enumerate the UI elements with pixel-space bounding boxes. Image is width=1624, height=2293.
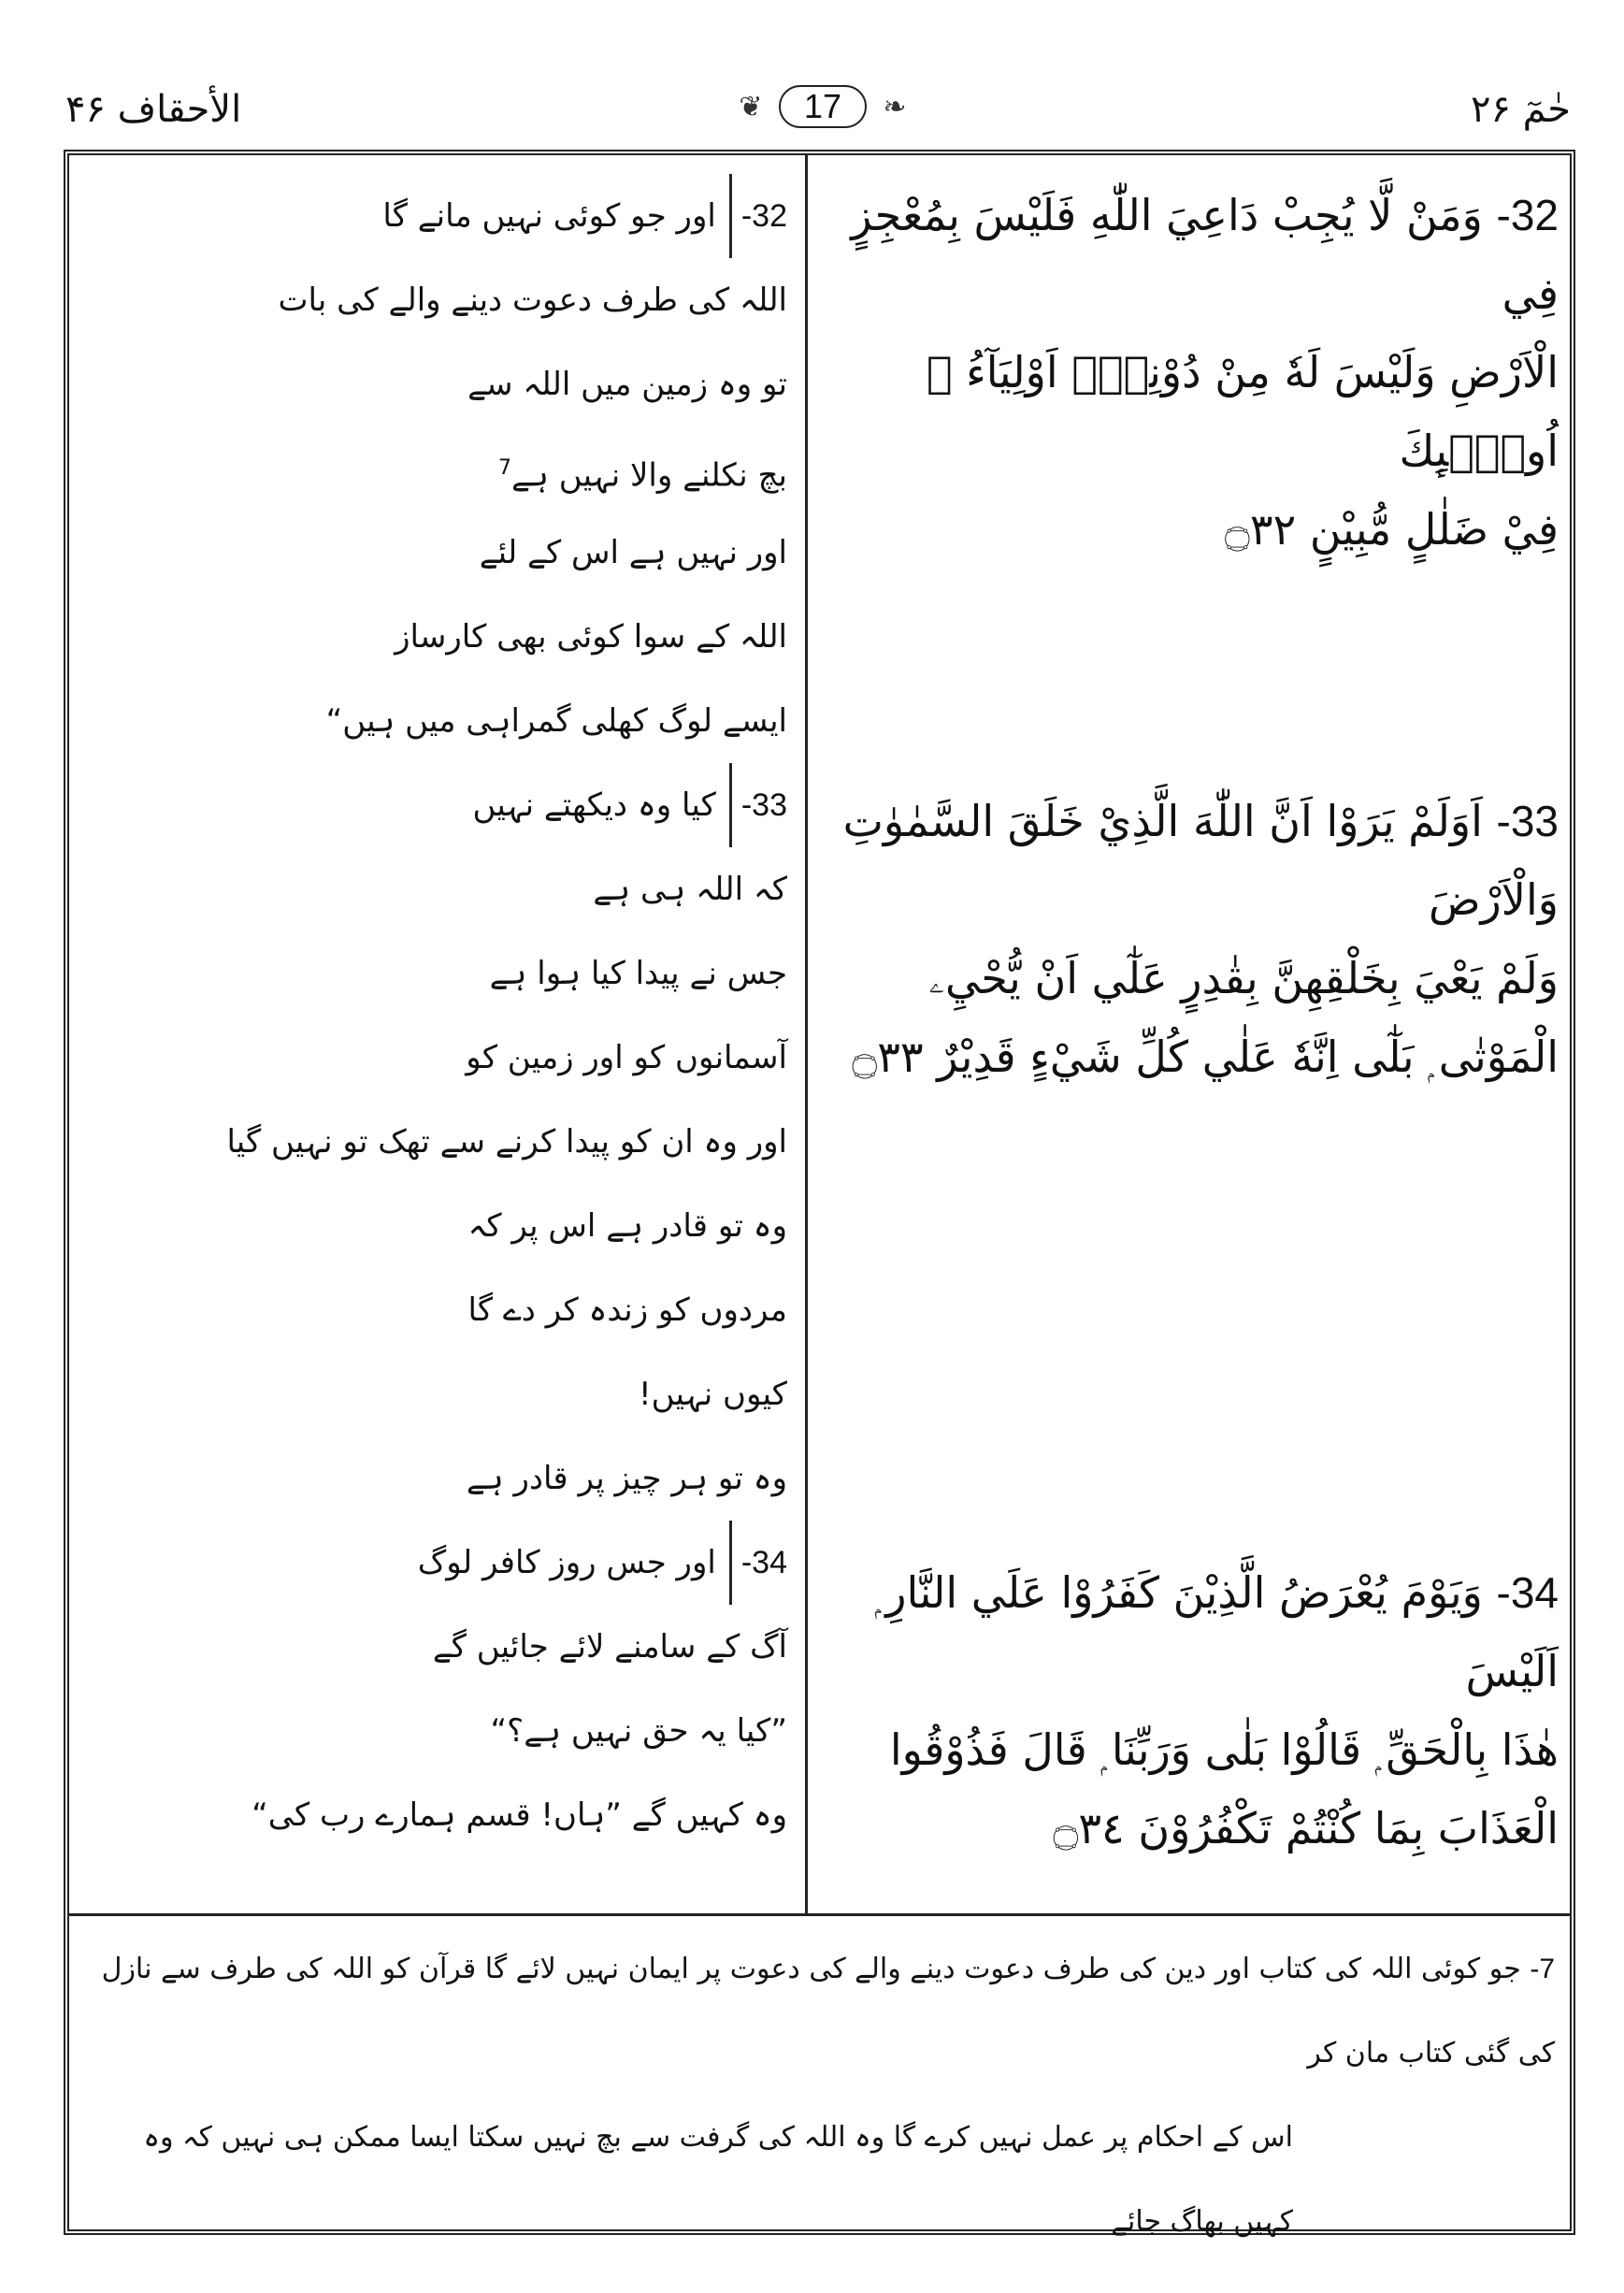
arabic-line: الْمَوْتٰى ۭ بَلٰٓى اِنَّهٗ عَلٰي كُلِّ شَيْءٍ قَدِيْرٌ ۝٣٣ (852, 1031, 1559, 1082)
juz-title: حٰمٓ ۲۶ (1470, 88, 1571, 131)
footnote (84, 1927, 1555, 2264)
arabic-line: 34- وَيَوْمَ يُعْرَضُ الَّذِيْنَ كَفَرُوْا عَلَي النَّارِ ۭ اَلَيْسَ (874, 1567, 1559, 1696)
footnote-number: 7- (1530, 1954, 1555, 1984)
page-number-ornament (711, 82, 935, 131)
urdu-translation-column (69, 174, 798, 1857)
arabic-line: وَلَمْ يَعْيَ بِخَلْقِهِنَّ بِقٰدِرٍ عَلٰٓي اَنْ يُّحْيِۦ (928, 953, 1559, 1003)
surah-title: الأحقاف ۴۶ (65, 88, 242, 131)
urdu-line: کہ اللہ ہی ہے (593, 871, 787, 908)
urdu-line: تو وہ زمین میں اللہ سے (467, 366, 787, 403)
urdu-line: آگ کے سامنے لائے جائیں گے (432, 1628, 787, 1666)
urdu-line: وہ کہیں گے ”ہاں! قسم ہمارے رب کی“ (252, 1796, 787, 1834)
urdu-line: اور وہ ان کو پیدا کرنے سے تھک تو نہیں گیا (226, 1123, 787, 1161)
urdu-line: بچ نکلنے والا نہیں ہے$^7$ (498, 456, 787, 495)
page-header (56, 80, 1571, 137)
footnote-separator (69, 1913, 1570, 1916)
urdu-line: ”کیا یہ حق نہیں ہے؟“ (490, 1712, 787, 1750)
arabic-line: هٰذَا بِالْحَقِّ ۭ قَالُوْا بَلٰى وَرَبِّنَا ۭ قَالَ فَذُوْقُوا (889, 1724, 1559, 1775)
urdu-line: کیوں نہیں! (639, 1376, 787, 1413)
urdu-line: 32-اور جو کوئی نہیں مانے گا (69, 174, 798, 258)
urdu-line: 33-کیا وہ دیکھتے نہیں (69, 763, 798, 847)
urdu-line: اللہ کے سوا کوئی بھی کارساز (395, 618, 787, 656)
footnote-line: اس کے احکام پر عمل نہیں کرے گا وہ اللہ کی گرفت سے بچ نہیں سکتا ایسا ممکن ہی نہیں کہ وہ کہیں بھاگ جائے (143, 2121, 1293, 2238)
arabic-line: 32- وَمَنْ لَّا يُجِبْ دَاعِيَ اللّٰهِ فَلَيْسَ بِمُعْجِزٍ فِي (851, 190, 1559, 319)
urdu-line: وہ تو قادر ہے اس پر کہ (467, 1207, 787, 1245)
urdu-line: 34-اور جس روز کافر لوگ (69, 1521, 798, 1605)
flourish-right-icon: ❧ (883, 90, 907, 123)
verse-34-arabic (811, 1553, 1559, 1868)
verse-number: 33- (1496, 797, 1559, 845)
footnote-marker: 7 (498, 456, 512, 480)
urdu-line: ایسے لوگ کھلی گمراہی میں ہیں“ (325, 702, 787, 740)
urdu-line: مردوں کو زندہ کر دے گا (467, 1291, 787, 1329)
verse-33-arabic (811, 782, 1559, 1096)
flourish-left-icon: ❦ (739, 90, 763, 123)
arabic-line: 33- اَوَلَمْ يَرَوْا اَنَّ اللّٰهَ الَّذِيْ خَلَقَ السَّمٰوٰتِ وَالْاَرْضَ (842, 796, 1559, 925)
verse-number: 34- (729, 1521, 787, 1605)
footnote-line: 7- جو کوئی اللہ کی کتاب اور دین کی طرف دعوت دینے والے کی دعوت پر ایمان نہیں لائے گا قرآن کو اللہ کی طرف سے نازل کی گئی کتاب مان کر (101, 1953, 1555, 2069)
arabic-line: فِيْ ضَلٰلٍ مُّبِيْنٍ ۝٣٢ (1224, 504, 1559, 555)
verse-number: 32- (729, 174, 787, 258)
page-number: 17 (779, 85, 867, 128)
urdu-line: اللہ کی طرف دعوت دینے والے کی بات (278, 281, 787, 319)
urdu-line: اور نہیں ہے اس کے لئے (479, 534, 787, 571)
urdu-line: آسمانوں کو اور زمین کو (466, 1039, 787, 1076)
arabic-line: الْاَرْضِ وَلَيْسَ لَهٗ مِنْ دُوْنِهٖۤ اَوْلِيَآءُ ۭ اُولٰۗىِٕكَ (926, 347, 1559, 476)
verse-number: 34- (1496, 1568, 1559, 1617)
verse-32-arabic (811, 176, 1559, 569)
verse-number: 33- (729, 763, 787, 847)
column-divider (805, 155, 808, 1913)
page-frame (64, 150, 1575, 2238)
verse-number: 32- (1496, 191, 1559, 239)
urdu-line: جس نے پیدا کیا ہوا ہے (489, 955, 787, 992)
arabic-line: الْعَذَابَ بِمَا كُنْتُمْ تَكْفُرُوْنَ ۝٣٤ (1053, 1803, 1559, 1853)
urdu-line: وہ تو ہر چیز پر قادر ہے (466, 1460, 787, 1497)
